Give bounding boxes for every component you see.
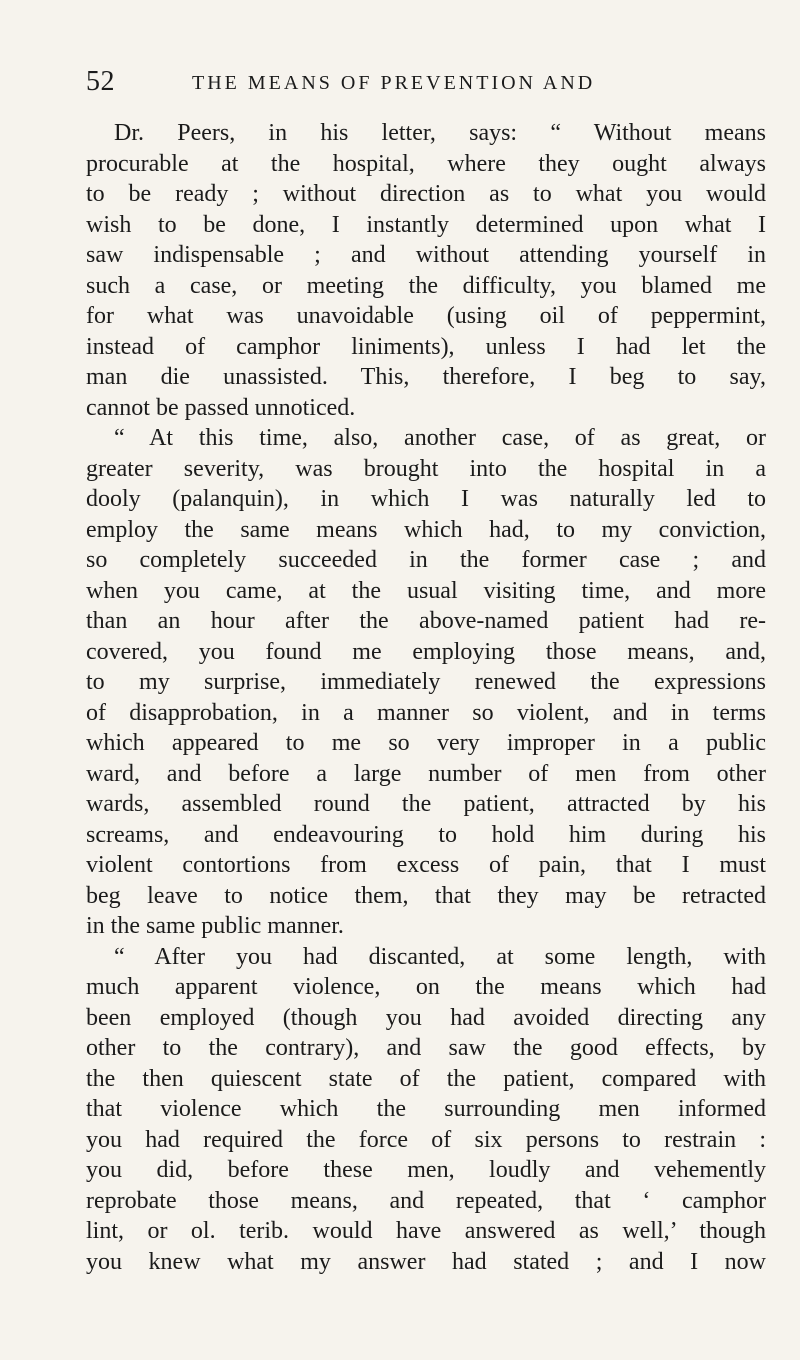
text-line: employ the same means which had, to my conviction, bbox=[86, 516, 766, 543]
text-line: violent contortions from excess of pain, that I must bbox=[86, 852, 766, 878]
text-line: that violence which the surrounding men informed bbox=[86, 1096, 766, 1122]
text-line: instead of camphor liniments), unless I had let the bbox=[86, 333, 766, 360]
text-line: been employed (though you had avoided directing any bbox=[86, 1004, 766, 1031]
text-line: you knew what my answer had stated ; and I now bbox=[86, 1248, 766, 1275]
text-line: beg leave to notice them, that they may be retracted bbox=[86, 882, 766, 909]
text-line: greater severity, was brought into the hospital in a bbox=[86, 455, 766, 482]
text-line: screams, and endeavouring to hold him during his bbox=[86, 821, 766, 848]
text-line: wish to be done, I instantly determined upon what I bbox=[86, 211, 766, 238]
text-line: dooly (palanquin), in which I was naturally led to bbox=[86, 486, 766, 512]
text-line: lint, or ol. terib. would have answered as well,’ though bbox=[86, 1218, 766, 1244]
body-text bbox=[86, 118, 766, 1277]
text-line: such a case, or meeting the difficulty, you blamed me bbox=[86, 272, 766, 299]
text-line: than an hour after the above-named patient had re- bbox=[86, 608, 766, 634]
text-line: you had required the force of six persons to restrain : bbox=[86, 1126, 766, 1153]
text-line: the then quiescent state of the patient, compared with bbox=[86, 1065, 766, 1092]
text-line: of disapprobation, in a manner so violent, and in terms bbox=[86, 699, 766, 726]
text-line: “ After you had discanted, at some length, with bbox=[114, 943, 766, 970]
text-line: you did, before these men, loudly and vehemently bbox=[86, 1157, 766, 1183]
running-title: THE MEANS OF PREVENTION AND bbox=[192, 72, 596, 94]
page-number: 52 bbox=[86, 66, 115, 97]
text-line: procurable at the hospital, where they ought always bbox=[86, 150, 766, 177]
text-line: so completely succeeded in the former case ; and bbox=[86, 547, 766, 573]
text-line: saw indispensable ; and without attending yourself in bbox=[86, 242, 766, 268]
text-line: much apparent violence, on the means which had bbox=[86, 974, 766, 1000]
text-line: in the same public manner. bbox=[86, 913, 344, 939]
text-line: Dr. Peers, in his letter, says: “ Without means bbox=[114, 120, 766, 146]
text-line: to my surprise, immediately renewed the expressions bbox=[86, 669, 766, 695]
text-line: covered, you found me employing those means, and, bbox=[86, 638, 766, 665]
text-line: for what was unavoidable (using oil of peppermint, bbox=[86, 303, 766, 329]
text-line: other to the contrary), and saw the good effects, by bbox=[86, 1035, 766, 1061]
text-line: wards, assembled round the patient, attracted by his bbox=[86, 791, 766, 817]
page-header bbox=[86, 66, 686, 106]
text-line: which appeared to me so very improper in a public bbox=[86, 730, 766, 756]
text-line: ward, and before a large number of men from other bbox=[86, 760, 766, 787]
text-line: to be ready ; without direction as to what you would bbox=[86, 181, 766, 207]
text-line: cannot be passed unnoticed. bbox=[86, 394, 356, 421]
text-line: reprobate those means, and repeated, that ‘ camphor bbox=[86, 1187, 766, 1214]
text-line: “ At this time, also, another case, of as great, or bbox=[114, 425, 766, 451]
text-line: when you came, at the usual visiting time, and more bbox=[86, 577, 766, 604]
text-line: man die unassisted. This, therefore, I beg to say, bbox=[86, 364, 766, 390]
